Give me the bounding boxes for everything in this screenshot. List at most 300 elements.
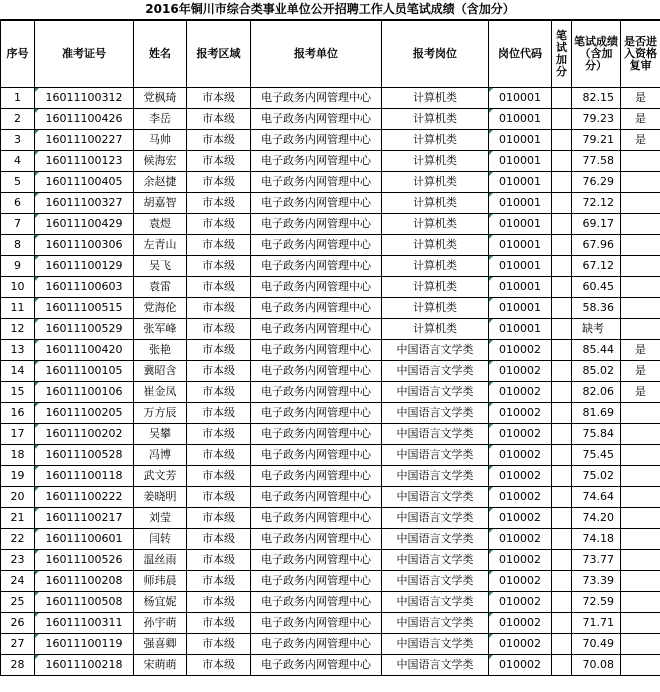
header-qualify: 是否进入资格复审	[621, 21, 660, 88]
cell-exam-no: 16011100227	[35, 130, 134, 151]
header-row	[1, 21, 660, 88]
cell-score: 79.23	[572, 109, 621, 130]
cell-code: 010001	[489, 88, 552, 109]
cell-region: 市本级	[187, 592, 251, 613]
cell-qualify: 是	[621, 88, 660, 109]
cell-code: 010002	[489, 403, 552, 424]
cell-bonus	[552, 340, 572, 361]
table-row	[1, 193, 660, 214]
cell-region: 市本级	[187, 172, 251, 193]
cell-region: 市本级	[187, 130, 251, 151]
cell-score: 71.71	[572, 613, 621, 634]
cell-position: 中国语言文学类	[382, 340, 489, 361]
cell-qualify	[621, 592, 660, 613]
cell-score: 82.06	[572, 382, 621, 403]
cell-score: 82.15	[572, 88, 621, 109]
cell-code: 010002	[489, 655, 552, 676]
cell-region: 市本级	[187, 319, 251, 340]
cell-bonus	[552, 235, 572, 256]
cell-region: 市本级	[187, 487, 251, 508]
cell-exam-no: 16011100426	[35, 109, 134, 130]
cell-region: 市本级	[187, 571, 251, 592]
cell-region: 市本级	[187, 445, 251, 466]
header-region: 报考区域	[187, 21, 251, 88]
cell-unit: 电子政务内网管理中心	[251, 466, 382, 487]
cell-exam-no: 16011100508	[35, 592, 134, 613]
cell-name: 姜晓明	[134, 487, 187, 508]
cell-unit: 电子政务内网管理中心	[251, 130, 382, 151]
cell-seq: 8	[1, 235, 35, 256]
cell-region: 市本级	[187, 88, 251, 109]
cell-qualify	[621, 403, 660, 424]
cell-qualify	[621, 424, 660, 445]
table-row	[1, 613, 660, 634]
cell-score: 74.20	[572, 508, 621, 529]
cell-position: 中国语言文学类	[382, 382, 489, 403]
cell-name: 宋萌萌	[134, 655, 187, 676]
cell-position: 计算机类	[382, 151, 489, 172]
table-row	[1, 508, 660, 529]
cell-name: 冀昭含	[134, 361, 187, 382]
cell-bonus	[552, 256, 572, 277]
cell-qualify: 是	[621, 340, 660, 361]
cell-position: 中国语言文学类	[382, 571, 489, 592]
cell-exam-no: 16011100312	[35, 88, 134, 109]
cell-region: 市本级	[187, 340, 251, 361]
cell-name: 张艳	[134, 340, 187, 361]
table-row	[1, 256, 660, 277]
cell-position: 中国语言文学类	[382, 529, 489, 550]
cell-qualify	[621, 655, 660, 676]
table-row	[1, 634, 660, 655]
cell-region: 市本级	[187, 424, 251, 445]
cell-exam-no: 16011100222	[35, 487, 134, 508]
cell-bonus	[552, 508, 572, 529]
table-row	[1, 445, 660, 466]
cell-code: 010001	[489, 214, 552, 235]
cell-code: 010002	[489, 445, 552, 466]
cell-qualify: 是	[621, 130, 660, 151]
table-row	[1, 424, 660, 445]
cell-seq: 22	[1, 529, 35, 550]
table-row	[1, 109, 660, 130]
cell-name: 余赵捷	[134, 172, 187, 193]
cell-name: 候海宏	[134, 151, 187, 172]
cell-code: 010002	[489, 550, 552, 571]
header-score: 笔试成绩（含加分）	[572, 21, 621, 88]
cell-unit: 电子政务内网管理中心	[251, 88, 382, 109]
cell-unit: 电子政务内网管理中心	[251, 298, 382, 319]
cell-unit: 电子政务内网管理中心	[251, 529, 382, 550]
header-bonus: 笔试加分	[552, 21, 572, 88]
cell-seq: 18	[1, 445, 35, 466]
cell-name: 崔金凤	[134, 382, 187, 403]
table-row	[1, 466, 660, 487]
cell-unit: 电子政务内网管理中心	[251, 592, 382, 613]
cell-position: 中国语言文学类	[382, 592, 489, 613]
header-unit: 报考单位	[251, 21, 382, 88]
cell-region: 市本级	[187, 466, 251, 487]
cell-position: 中国语言文学类	[382, 466, 489, 487]
cell-position: 计算机类	[382, 298, 489, 319]
cell-code: 010002	[489, 571, 552, 592]
table-row	[1, 382, 660, 403]
cell-position: 中国语言文学类	[382, 424, 489, 445]
cell-code: 010002	[489, 529, 552, 550]
cell-seq: 7	[1, 214, 35, 235]
cell-position: 计算机类	[382, 235, 489, 256]
cell-qualify	[621, 298, 660, 319]
cell-seq: 27	[1, 634, 35, 655]
cell-seq: 20	[1, 487, 35, 508]
cell-region: 市本级	[187, 214, 251, 235]
cell-score: 74.64	[572, 487, 621, 508]
cell-unit: 电子政务内网管理中心	[251, 550, 382, 571]
cell-code: 010002	[489, 508, 552, 529]
cell-bonus	[552, 193, 572, 214]
cell-exam-no: 16011100218	[35, 655, 134, 676]
cell-score: 79.21	[572, 130, 621, 151]
cell-region: 市本级	[187, 382, 251, 403]
cell-score: 70.49	[572, 634, 621, 655]
cell-name: 吴飞	[134, 256, 187, 277]
cell-score: 85.44	[572, 340, 621, 361]
cell-region: 市本级	[187, 298, 251, 319]
table-row	[1, 655, 660, 676]
cell-score: 74.18	[572, 529, 621, 550]
cell-code: 010002	[489, 340, 552, 361]
cell-bonus	[552, 88, 572, 109]
cell-unit: 电子政务内网管理中心	[251, 340, 382, 361]
cell-region: 市本级	[187, 550, 251, 571]
cell-name: 李岳	[134, 109, 187, 130]
cell-exam-no: 16011100208	[35, 571, 134, 592]
cell-code: 010001	[489, 298, 552, 319]
cell-code: 010002	[489, 592, 552, 613]
cell-exam-no: 16011100306	[35, 235, 134, 256]
cell-bonus	[552, 571, 572, 592]
cell-exam-no: 16011100327	[35, 193, 134, 214]
cell-bonus	[552, 130, 572, 151]
cell-qualify	[621, 529, 660, 550]
cell-bonus	[552, 529, 572, 550]
cell-bonus	[552, 487, 572, 508]
cell-unit: 电子政务内网管理中心	[251, 634, 382, 655]
cell-region: 市本级	[187, 403, 251, 424]
cell-qualify	[621, 487, 660, 508]
cell-qualify	[621, 214, 660, 235]
cell-exam-no: 16011100205	[35, 403, 134, 424]
cell-code: 010002	[489, 424, 552, 445]
cell-name: 吴攀	[134, 424, 187, 445]
cell-qualify	[621, 613, 660, 634]
cell-bonus	[552, 613, 572, 634]
cell-score: 73.77	[572, 550, 621, 571]
cell-bonus	[552, 172, 572, 193]
cell-region: 市本级	[187, 655, 251, 676]
cell-name: 温丝雨	[134, 550, 187, 571]
cell-exam-no: 16011100129	[35, 256, 134, 277]
cell-score: 75.84	[572, 424, 621, 445]
cell-score: 70.08	[572, 655, 621, 676]
cell-qualify	[621, 634, 660, 655]
table-row	[1, 487, 660, 508]
cell-name: 杨宜妮	[134, 592, 187, 613]
table-row	[1, 403, 660, 424]
cell-exam-no: 16011100420	[35, 340, 134, 361]
table-row	[1, 340, 660, 361]
cell-exam-no: 16011100311	[35, 613, 134, 634]
cell-name: 万方辰	[134, 403, 187, 424]
cell-score: 67.96	[572, 235, 621, 256]
cell-exam-no: 16011100528	[35, 445, 134, 466]
cell-bonus	[552, 382, 572, 403]
cell-seq: 1	[1, 88, 35, 109]
header-position: 报考岗位	[382, 21, 489, 88]
cell-seq: 24	[1, 571, 35, 592]
cell-bonus	[552, 214, 572, 235]
cell-qualify	[621, 508, 660, 529]
cell-bonus	[552, 319, 572, 340]
cell-exam-no: 16011100601	[35, 529, 134, 550]
cell-bonus	[552, 277, 572, 298]
cell-score: 76.29	[572, 172, 621, 193]
table-row	[1, 277, 660, 298]
table-row	[1, 529, 660, 550]
table-row	[1, 571, 660, 592]
cell-exam-no: 16011100119	[35, 634, 134, 655]
cell-bonus	[552, 151, 572, 172]
cell-score: 85.02	[572, 361, 621, 382]
cell-unit: 电子政务内网管理中心	[251, 214, 382, 235]
cell-name: 袁雷	[134, 277, 187, 298]
cell-bonus	[552, 445, 572, 466]
cell-exam-no: 16011100515	[35, 298, 134, 319]
table-row	[1, 130, 660, 151]
cell-unit: 电子政务内网管理中心	[251, 571, 382, 592]
cell-qualify	[621, 235, 660, 256]
cell-position: 中国语言文学类	[382, 487, 489, 508]
header-seq: 序号	[1, 21, 35, 88]
cell-unit: 电子政务内网管理中心	[251, 403, 382, 424]
cell-seq: 19	[1, 466, 35, 487]
cell-bonus	[552, 634, 572, 655]
cell-seq: 10	[1, 277, 35, 298]
cell-score: 72.12	[572, 193, 621, 214]
cell-unit: 电子政务内网管理中心	[251, 445, 382, 466]
cell-region: 市本级	[187, 235, 251, 256]
cell-position: 计算机类	[382, 256, 489, 277]
table-row	[1, 214, 660, 235]
cell-name: 马帅	[134, 130, 187, 151]
table-row	[1, 151, 660, 172]
cell-qualify	[621, 256, 660, 277]
cell-position: 中国语言文学类	[382, 508, 489, 529]
cell-seq: 25	[1, 592, 35, 613]
cell-seq: 9	[1, 256, 35, 277]
cell-seq: 14	[1, 361, 35, 382]
cell-score: 60.45	[572, 277, 621, 298]
cell-seq: 26	[1, 613, 35, 634]
cell-position: 中国语言文学类	[382, 655, 489, 676]
table-row	[1, 550, 660, 571]
cell-bonus	[552, 298, 572, 319]
cell-qualify	[621, 193, 660, 214]
cell-seq: 17	[1, 424, 35, 445]
cell-position: 计算机类	[382, 130, 489, 151]
cell-score: 77.58	[572, 151, 621, 172]
cell-code: 010001	[489, 319, 552, 340]
cell-bonus	[552, 109, 572, 130]
cell-exam-no: 16011100529	[35, 319, 134, 340]
cell-seq: 23	[1, 550, 35, 571]
cell-exam-no: 16011100526	[35, 550, 134, 571]
cell-qualify: 是	[621, 109, 660, 130]
table-row	[1, 592, 660, 613]
cell-bonus	[552, 403, 572, 424]
cell-position: 中国语言文学类	[382, 403, 489, 424]
cell-code: 010002	[489, 613, 552, 634]
cell-qualify	[621, 550, 660, 571]
cell-unit: 电子政务内网管理中心	[251, 613, 382, 634]
cell-unit: 电子政务内网管理中心	[251, 172, 382, 193]
cell-unit: 电子政务内网管理中心	[251, 256, 382, 277]
cell-region: 市本级	[187, 109, 251, 130]
cell-seq: 5	[1, 172, 35, 193]
cell-exam-no: 16011100405	[35, 172, 134, 193]
cell-unit: 电子政务内网管理中心	[251, 109, 382, 130]
cell-seq: 28	[1, 655, 35, 676]
cell-name: 党海伦	[134, 298, 187, 319]
cell-exam-no: 16011100106	[35, 382, 134, 403]
table-row	[1, 361, 660, 382]
cell-unit: 电子政务内网管理中心	[251, 319, 382, 340]
cell-seq: 3	[1, 130, 35, 151]
cell-name: 胡嘉智	[134, 193, 187, 214]
cell-score: 69.17	[572, 214, 621, 235]
cell-position: 中国语言文学类	[382, 445, 489, 466]
cell-score: 67.12	[572, 256, 621, 277]
table-row	[1, 235, 660, 256]
cell-exam-no: 16011100118	[35, 466, 134, 487]
table-row	[1, 298, 660, 319]
cell-qualify	[621, 277, 660, 298]
cell-qualify	[621, 151, 660, 172]
cell-unit: 电子政务内网管理中心	[251, 508, 382, 529]
cell-seq: 15	[1, 382, 35, 403]
cell-name: 孙宇萌	[134, 613, 187, 634]
cell-bonus	[552, 424, 572, 445]
cell-unit: 电子政务内网管理中心	[251, 151, 382, 172]
cell-score: 72.59	[572, 592, 621, 613]
cell-position: 计算机类	[382, 214, 489, 235]
cell-score: 73.39	[572, 571, 621, 592]
cell-unit: 电子政务内网管理中心	[251, 277, 382, 298]
cell-code: 010002	[489, 382, 552, 403]
cell-code: 010001	[489, 130, 552, 151]
cell-bonus	[552, 655, 572, 676]
cell-unit: 电子政务内网管理中心	[251, 655, 382, 676]
score-table	[0, 20, 660, 676]
cell-unit: 电子政务内网管理中心	[251, 235, 382, 256]
cell-seq: 11	[1, 298, 35, 319]
cell-qualify	[621, 466, 660, 487]
cell-region: 市本级	[187, 529, 251, 550]
cell-unit: 电子政务内网管理中心	[251, 382, 382, 403]
cell-position: 计算机类	[382, 109, 489, 130]
cell-qualify: 是	[621, 361, 660, 382]
cell-code: 010001	[489, 109, 552, 130]
cell-bonus	[552, 466, 572, 487]
cell-name: 闫转	[134, 529, 187, 550]
cell-seq: 12	[1, 319, 35, 340]
cell-region: 市本级	[187, 193, 251, 214]
cell-name: 袁煜	[134, 214, 187, 235]
cell-exam-no: 16011100123	[35, 151, 134, 172]
cell-score: 75.45	[572, 445, 621, 466]
cell-position: 中国语言文学类	[382, 550, 489, 571]
cell-position: 中国语言文学类	[382, 613, 489, 634]
cell-qualify	[621, 172, 660, 193]
table-row	[1, 319, 660, 340]
cell-exam-no: 16011100603	[35, 277, 134, 298]
cell-qualify	[621, 445, 660, 466]
cell-code: 010001	[489, 193, 552, 214]
table-title: 2016年铜川市综合类事业单位公开招聘工作人员笔试成绩（含加分）	[0, 0, 660, 20]
cell-region: 市本级	[187, 634, 251, 655]
cell-region: 市本级	[187, 508, 251, 529]
cell-position: 计算机类	[382, 88, 489, 109]
cell-position: 计算机类	[382, 193, 489, 214]
cell-name: 刘莹	[134, 508, 187, 529]
cell-seq: 4	[1, 151, 35, 172]
cell-qualify	[621, 319, 660, 340]
cell-unit: 电子政务内网管理中心	[251, 361, 382, 382]
cell-exam-no: 16011100217	[35, 508, 134, 529]
cell-name: 党枫琦	[134, 88, 187, 109]
cell-region: 市本级	[187, 277, 251, 298]
cell-seq: 13	[1, 340, 35, 361]
cell-code: 010001	[489, 235, 552, 256]
cell-exam-no: 16011100429	[35, 214, 134, 235]
cell-code: 010001	[489, 256, 552, 277]
cell-region: 市本级	[187, 361, 251, 382]
header-exam-no: 准考证号	[35, 21, 134, 88]
cell-position: 计算机类	[382, 277, 489, 298]
cell-score: 81.69	[572, 403, 621, 424]
cell-seq: 21	[1, 508, 35, 529]
cell-code: 010001	[489, 151, 552, 172]
cell-name: 强喜卿	[134, 634, 187, 655]
cell-seq: 16	[1, 403, 35, 424]
cell-position: 计算机类	[382, 319, 489, 340]
cell-code: 010002	[489, 487, 552, 508]
cell-code: 010001	[489, 172, 552, 193]
cell-seq: 6	[1, 193, 35, 214]
cell-score: 缺考	[572, 319, 621, 340]
cell-bonus	[552, 550, 572, 571]
cell-name: 武文芳	[134, 466, 187, 487]
header-name: 姓名	[134, 21, 187, 88]
cell-region: 市本级	[187, 613, 251, 634]
cell-code: 010002	[489, 466, 552, 487]
cell-unit: 电子政务内网管理中心	[251, 487, 382, 508]
cell-score: 75.02	[572, 466, 621, 487]
cell-name: 张军峰	[134, 319, 187, 340]
cell-name: 冯博	[134, 445, 187, 466]
cell-qualify: 是	[621, 382, 660, 403]
cell-qualify	[621, 571, 660, 592]
